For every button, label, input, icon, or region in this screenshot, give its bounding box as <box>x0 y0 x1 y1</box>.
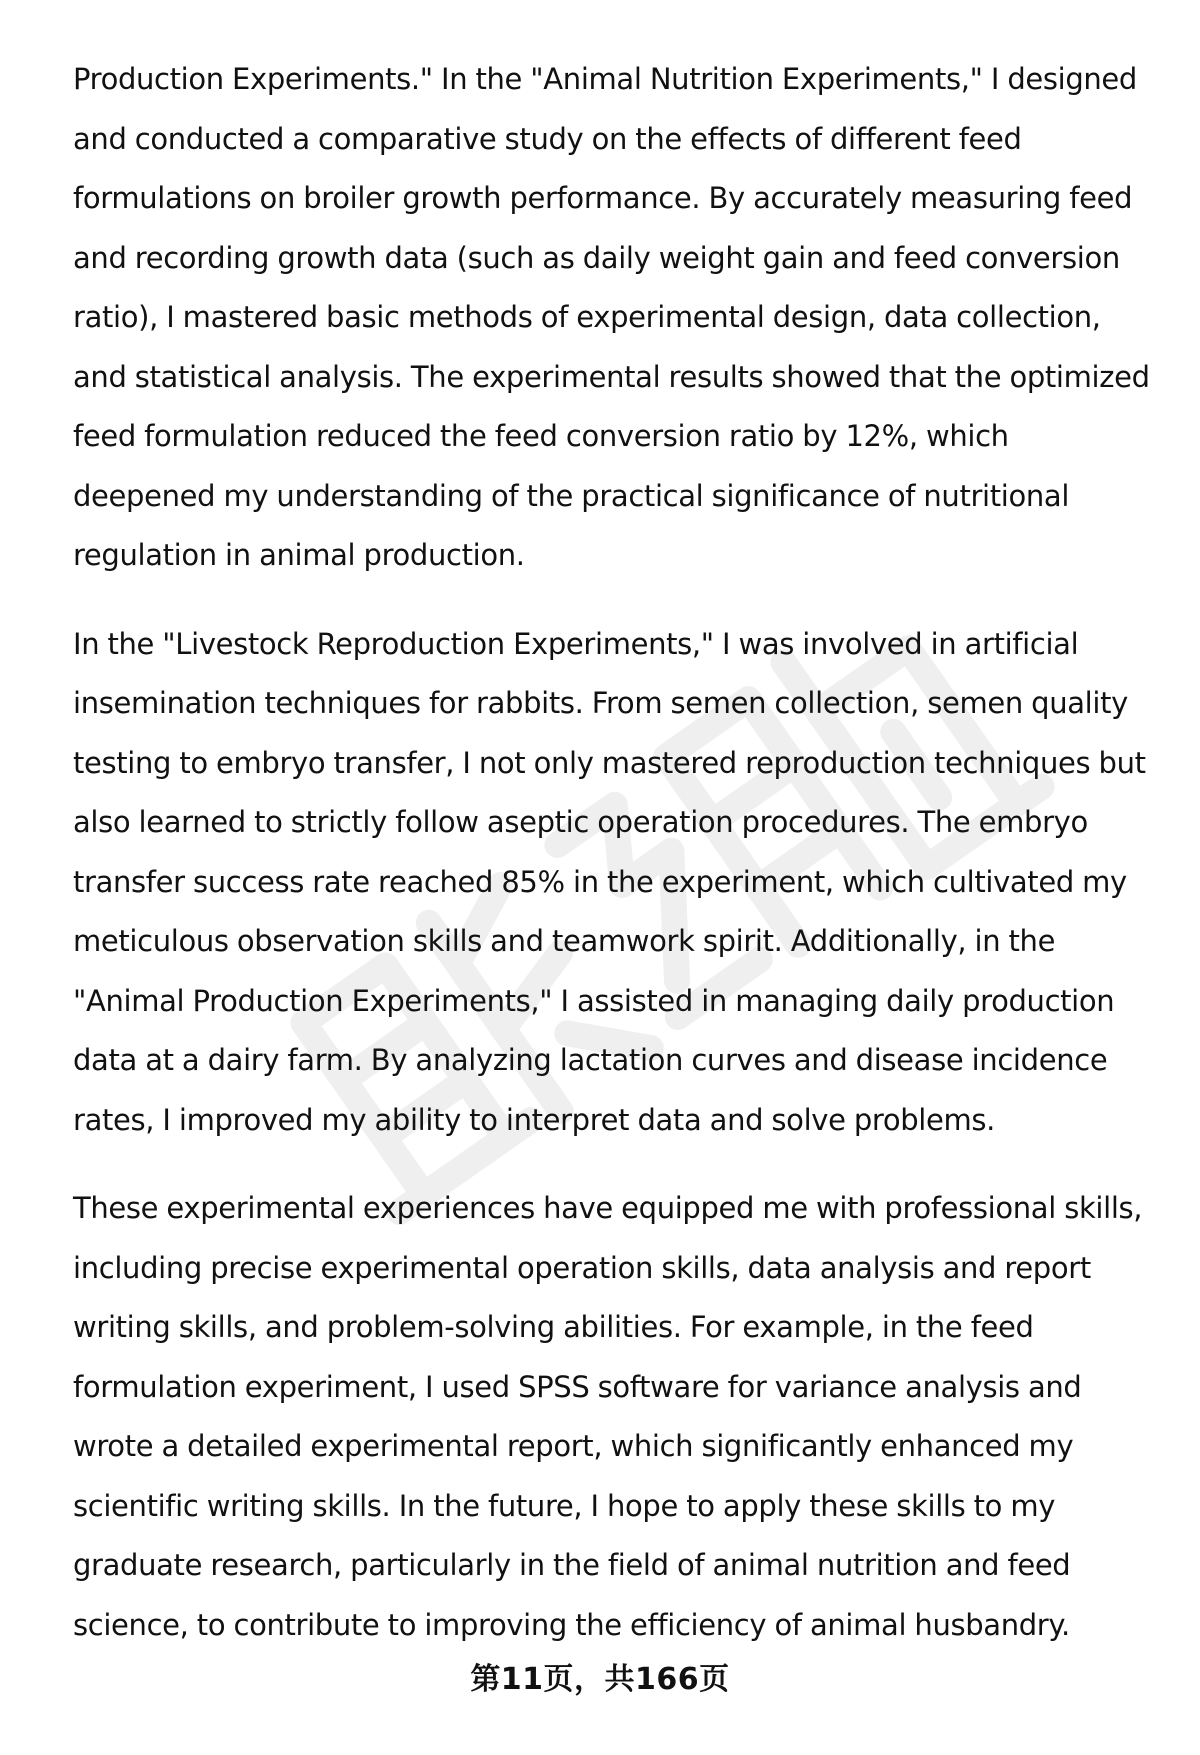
text-line: including precise experimental operation skills, data analysis and report <box>73 1250 1091 1285</box>
text-line: regulation in animal production. <box>73 538 525 572</box>
text-line: rates, I improved my ability to interpret data and solve problems. <box>73 1102 996 1137</box>
text-line: transfer success rate reached 85% in the experiment, which cultivated my <box>73 864 1127 899</box>
text-line: These experimental experiences have equipped me with professional skills, <box>73 1191 1143 1225</box>
text-line: testing to embryo transfer, I not only mastered reproduction techniques but <box>73 745 1146 780</box>
text-line: In the "Livestock Reproduction Experiments," I was involved in artificial <box>73 626 1079 661</box>
paragraph-2 <box>73 615 1153 1151</box>
text-line: feed formulation reduced the feed conversion ratio by 12%, which <box>73 419 1009 453</box>
text-line: scientific writing skills. In the future, I hope to apply these skills to my <box>73 1488 1056 1523</box>
text-line: science, to contribute to improving the efficiency of animal husbandry. <box>73 1607 1070 1642</box>
text-line: also learned to strictly follow aseptic operation procedures. The embryo <box>73 805 1088 839</box>
text-line: and conducted a comparative study on the effects of different feed <box>73 121 1022 156</box>
text-line: wrote a detailed experimental report, which significantly enhanced my <box>73 1429 1074 1463</box>
paragraph-3 <box>73 1179 1153 1655</box>
text-line: and statistical analysis. The experimental results showed that the optimized <box>73 359 1150 394</box>
paragraph-1 <box>73 50 1153 586</box>
page-number: 第11页，共166页 <box>470 1662 730 1697</box>
text-line: data at a dairy farm. By analyzing lactation curves and disease incidence <box>73 1043 1108 1077</box>
text-line: meticulous observation skills and teamwork spirit. Additionally, in the <box>73 924 1056 958</box>
document-body <box>73 50 1153 1684</box>
text-line: Production Experiments." In the "Animal Nutrition Experiments," I designed <box>73 62 1137 96</box>
text-line: formulation experiment, I used SPSS software for variance analysis and <box>73 1369 1082 1404</box>
text-line: writing skills, and problem-solving abilities. For example, in the feed <box>73 1310 1034 1344</box>
text-line: ratio), I mastered basic methods of experimental design, data collection, <box>73 300 1101 334</box>
text-line: "Animal Production Experiments," I assisted in managing daily production <box>73 983 1115 1018</box>
text-line: graduate research, particularly in the field of animal nutrition and feed <box>73 1548 1071 1582</box>
text-line: insemination techniques for rabbits. From semen collection, semen quality <box>73 686 1128 720</box>
text-line: formulations on broiler growth performance. By accurately measuring feed <box>73 181 1133 215</box>
text-line: and recording growth data (such as daily weight gain and feed conversion <box>73 240 1120 275</box>
text-line: deepened my understanding of the practical significance of nutritional <box>73 478 1070 513</box>
